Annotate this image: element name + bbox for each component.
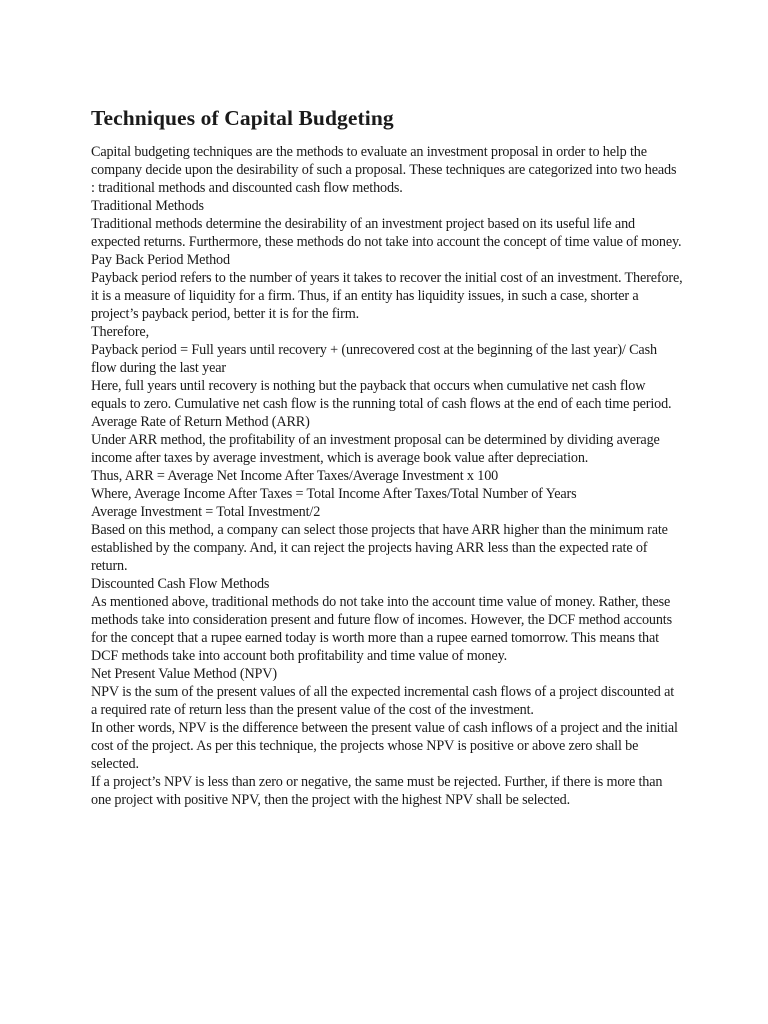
dcf-paragraph: As mentioned above, traditional methods do not take into the account time value of money. Rather, these methods take into consideration present and future flow of incomes. However, the DCF method accounts for the concept that a rupee earned today is worth more than a rupee earned tomorrow. This means that DCF methods take into account both profitability and time value of money. (91, 594, 672, 664)
section-heading-payback-period: Pay Back Period Method (91, 252, 230, 268)
npv-rejection-paragraph: If a project’s NPV is less than zero or negative, the same must be rejected. Further, if there is more than one project with positive NPV, then the project with the highest NPV shall be selected. (91, 774, 663, 808)
npv-in-other-words-paragraph: In other words, NPV is the difference between the present value of cash inflows of a project and the initial cost of the project. As per this technique, the projects whose NPV is positive or above zero shall be selected. (91, 720, 678, 772)
traditional-methods-paragraph: Traditional methods determine the desirability of an investment project based on its useful life and expected returns. Furthermore, these methods do not take into account the concept of time value of money. (91, 216, 682, 250)
document-page (91, 104, 683, 809)
section-heading-dcf: Discounted Cash Flow Methods (91, 576, 270, 592)
npv-definition-paragraph: NPV is the sum of the present values of all the expected incremental cash flows of a project discounted at a required rate of return less than the present value of the cost of the investment. (91, 684, 675, 718)
payback-explanation-paragraph: Here, full years until recovery is nothing but the payback that occurs when cumulative net cash flow equals to zero. Cumulative net cash flow is the running total of cash flows at the end of each time period. (91, 378, 672, 412)
arr-selection-paragraph: Based on this method, a company can select those projects that have ARR higher than the minimum rate established by the company. And, it can reject the projects having ARR less than the expected rate of return. (91, 522, 668, 574)
therefore-line: Therefore, (91, 324, 149, 340)
arr-formula: Thus, ARR = Average Net Income After Taxes/Average Investment x 100 (91, 468, 499, 484)
average-investment-formula: Average Investment = Total Investment/2 (91, 504, 321, 520)
document-title: Techniques of Capital Budgeting (91, 106, 394, 130)
section-heading-arr: Average Rate of Return Method (ARR) (91, 414, 310, 430)
arr-definition-paragraph: Under ARR method, the profitability of an investment proposal can be determined by dividing average income after taxes by average investment, which is average book value after depreciation. (91, 432, 660, 466)
intro-paragraph: Capital budgeting techniques are the methods to evaluate an investment proposal in order to help the company decide upon the desirability of such a proposal. These techniques are categorized into two heads : traditional methods and discounted cash flow methods. (91, 144, 677, 196)
payback-definition-paragraph: Payback period refers to the number of years it takes to recover the initial cost of an investment. Therefore, it is a measure of liquidity for a firm. Thus, if an entity has liquidity issues, in such a case, shorter a project’s payback period, better it is for the firm. (91, 270, 683, 322)
section-heading-npv: Net Present Value Method (NPV) (91, 666, 277, 682)
average-income-formula: Where, Average Income After Taxes = Total Income After Taxes/Total Number of Years (91, 486, 577, 502)
section-heading-traditional-methods: Traditional Methods (91, 198, 204, 214)
payback-formula: Payback period = Full years until recovery + (unrecovered cost at the beginning of the last year)/ Cash flow during the last year (91, 342, 657, 376)
